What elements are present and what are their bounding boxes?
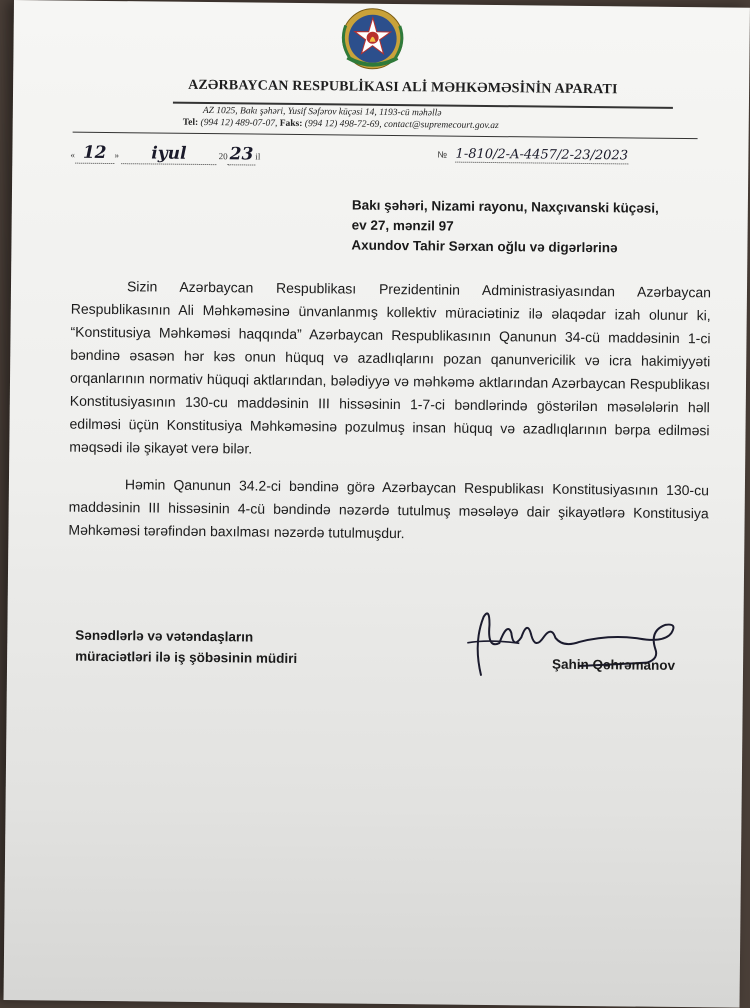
header-contacts <box>183 118 499 131</box>
header-bottom-divider <box>73 132 698 140</box>
fax-value: (994 12) 498-72-69, <box>304 119 382 130</box>
tel-label: Tel: <box>182 117 199 128</box>
date-close-quote: » <box>114 150 120 161</box>
recipient-line-1: Bakı şəhəri, Nizami rayonu, Naxçıvanski küçəsi, <box>351 197 659 216</box>
organization-title: AZƏRBAYCAN RESPUBLİKASI ALİ MƏHKƏMƏSİNİN APARATI <box>188 77 618 98</box>
body-paragraph-1: Sizin Azərbaycan Respublikası Prezidentinin Administrasiyasından Azərbaycan Respublikasının Ali Məhkəməsinə ünvanlanmış kollektiv müraciətiniz ilə əlaqədar izah olunur ki, “Konstitusiya Məhkəməsi haqqında” Azərbaycan Respublikasının Qanunun 34-cü maddəsinin 1-ci bəndinə əsasən hər kəs onun hüquq və azadlıqlarını pozan qanunvericilik və icra hakimiyyəti orqanlarının normativ hüquqi aktlarından, bələdiyyə və məhkəmə aktlarından Azərbaycan Respublikası Konstitusiyasının 130-cu maddəsinin III hissəsinin 1-7-ci bəndlərində göstərilən məsələlərin həll edilməsi üçün Konstitusiya Məhkəməsinə pozulmuş insan hüquq və azadlıqlarının bərpa edilməsi məqsədi ilə şikayət verə bilər. <box>69 278 712 457</box>
signer-position-line-2: müraciətləri ilə iş şöbəsinin müdiri <box>75 648 298 667</box>
recipient-line-2: ev 27, mənzil 97 <box>351 217 454 234</box>
recipient-line-3: Axundov Tahir Sərxan oğlu və digərlərinə <box>351 237 618 256</box>
body-paragraph-2: Həmin Qanunun 34.2-ci bəndinə görə Azərbaycan Respublikası Konstitusiyasının 130-cu maddəsinin III hissəsinin 4-cü bəndində nəzərdə tutulmuş məsələyə dair şikayətlərə Konstitusiya Məhkəməsi tərəfindən baxılması nəzərdə tutulmuşdur. <box>68 476 709 542</box>
letter-date <box>70 143 260 165</box>
tel-value: (994 12) 489-07-07, <box>200 117 278 129</box>
date-month: iyul <box>121 143 216 165</box>
signer-name: Şahin Qəhrəmanov <box>551 656 676 673</box>
date-open-quote: « <box>70 149 75 160</box>
email-value: contact@supremecourt.gov.az <box>383 119 499 132</box>
reference-label: № <box>437 149 448 160</box>
reference-value: 1-810/2-A-4457/2-23/2023 <box>455 146 629 164</box>
fax-label: Faks: <box>279 118 303 130</box>
signer-position-line-1: Sənədlərlə və vətəndaşların <box>75 627 254 645</box>
header-address: AZ 1025, Bakı şəhəri, Yusif Səfərov küçəsi 14, 1193-cü məhəllə <box>202 105 442 119</box>
signer-position <box>75 625 395 670</box>
recipient-block <box>351 196 722 260</box>
state-emblem-icon <box>333 5 412 72</box>
date-year-suffix: 23 <box>228 144 256 165</box>
date-day: 12 <box>75 143 115 164</box>
reference-number <box>437 146 628 163</box>
date-year-prefix: 20 <box>218 151 228 162</box>
date-year-unit: il <box>255 151 261 162</box>
letter-page <box>4 0 750 1008</box>
letter-body <box>68 275 711 563</box>
